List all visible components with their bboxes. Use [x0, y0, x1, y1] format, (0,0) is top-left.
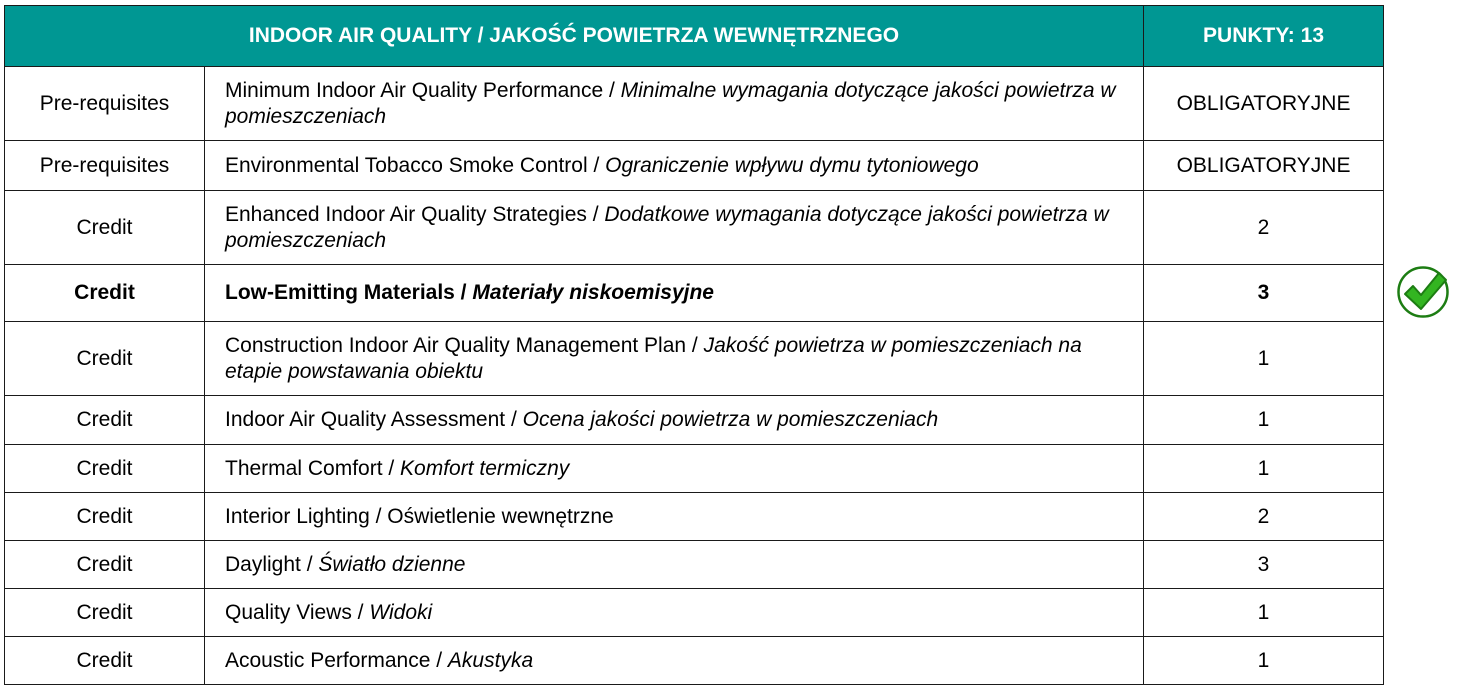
credit-name-pl: Komfort termiczny [400, 456, 570, 480]
credit-type-cell: Credit [5, 265, 205, 322]
credit-name-en: Construction Indoor Air Quality Management Plan / [225, 333, 704, 357]
credit-name-en: Thermal Comfort / [225, 456, 401, 480]
credit-type-cell: Pre-requisites [5, 141, 205, 191]
check-mark-icon [1393, 262, 1453, 322]
credit-name-cell [205, 445, 1144, 493]
credit-name-cell [205, 141, 1144, 191]
credit-points-cell: 1 [1144, 322, 1384, 396]
credit-name-en: Daylight / [225, 552, 319, 576]
credit-points-cell: 1 [1144, 396, 1384, 445]
credit-points-cell: 1 [1144, 445, 1384, 493]
credit-name-en: Quality Views / [225, 600, 370, 624]
header-title: INDOOR AIR QUALITY / JAKOŚĆ POWIETRZA WEWNĘTRZNEGO [5, 6, 1144, 67]
iaq-credits-table [4, 5, 1384, 685]
credit-name-pl: Minimalne wymagania dotyczące jakości powietrza w pomieszczeniach [225, 78, 1116, 128]
table-row [5, 191, 1384, 265]
credit-name-pl: Światło dzienne [318, 552, 466, 576]
credit-type-cell: Credit [5, 445, 205, 493]
table-body [5, 67, 1384, 685]
credit-name-en: Enhanced Indoor Air Quality Strategies / [225, 202, 605, 226]
credit-type-cell: Pre-requisites [5, 67, 205, 141]
table-row [5, 493, 1384, 541]
credit-name-pl: Akustyka [447, 648, 534, 672]
credit-name-cell [205, 589, 1144, 637]
credit-points-cell: 2 [1144, 191, 1384, 265]
credit-name-cell [205, 637, 1144, 685]
credit-name-cell [205, 322, 1144, 396]
credit-points-cell: 3 [1144, 265, 1384, 322]
credit-points-cell: 3 [1144, 541, 1384, 589]
credit-name-cell [205, 265, 1144, 322]
table-row [5, 396, 1384, 445]
credit-type-cell: Credit [5, 541, 205, 589]
credit-name-cell [205, 191, 1144, 265]
table-row [5, 67, 1384, 141]
credit-name-en: Indoor Air Quality Assessment / [225, 408, 523, 431]
table-row [5, 637, 1384, 685]
credit-name-pl: Ocena jakości powietrza w pomieszczeniach [522, 408, 939, 431]
credit-name-en: Minimum Indoor Air Quality Performance / [225, 78, 621, 102]
credit-type-cell: Credit [5, 396, 205, 445]
credit-name-cell [205, 396, 1144, 445]
credit-name-pl: Ograniczenie wpływu dymu tytoniowego [605, 153, 979, 177]
credit-type-cell: Credit [5, 589, 205, 637]
credit-type-cell: Credit [5, 637, 205, 685]
credit-points-cell: 2 [1144, 493, 1384, 541]
credit-name-en: Interior Lighting / Oświetlenie wewnętrzne [225, 504, 614, 528]
credit-name-en: Low-Emitting Materials / [225, 281, 473, 304]
check-tick [1405, 273, 1446, 309]
credit-points-cell: 1 [1144, 589, 1384, 637]
credit-points-cell: OBLIGATORYJNE [1144, 141, 1384, 191]
credit-name-cell [205, 493, 1144, 541]
credit-type-cell: Credit [5, 493, 205, 541]
table-row [5, 265, 1384, 322]
credit-name-cell [205, 67, 1144, 141]
credit-type-cell: Credit [5, 322, 205, 396]
header-points: PUNKTY: 13 [1144, 6, 1384, 67]
credit-name-en: Environmental Tobacco Smoke Control / [225, 153, 606, 177]
table-row [5, 141, 1384, 191]
credit-name-pl: Dodatkowe wymagania dotyczące jakości powietrza w pomieszczeniach [225, 202, 1109, 252]
credit-name-pl: Widoki [369, 600, 433, 624]
credit-name-pl: Jakość powietrza w pomieszczeniach na etapie powstawania obiektu [225, 333, 1082, 383]
table-row [5, 322, 1384, 396]
table-row [5, 541, 1384, 589]
table-row [5, 445, 1384, 493]
table-header-row [5, 6, 1384, 67]
credit-name-pl: Materiały niskoemisyjne [472, 281, 714, 304]
table-row [5, 589, 1384, 637]
credit-name-cell [205, 541, 1144, 589]
credit-type-cell: Credit [5, 191, 205, 265]
credit-points-cell: OBLIGATORYJNE [1144, 67, 1384, 141]
credit-points-cell: 1 [1144, 637, 1384, 685]
credit-name-en: Acoustic Performance / [225, 648, 448, 672]
